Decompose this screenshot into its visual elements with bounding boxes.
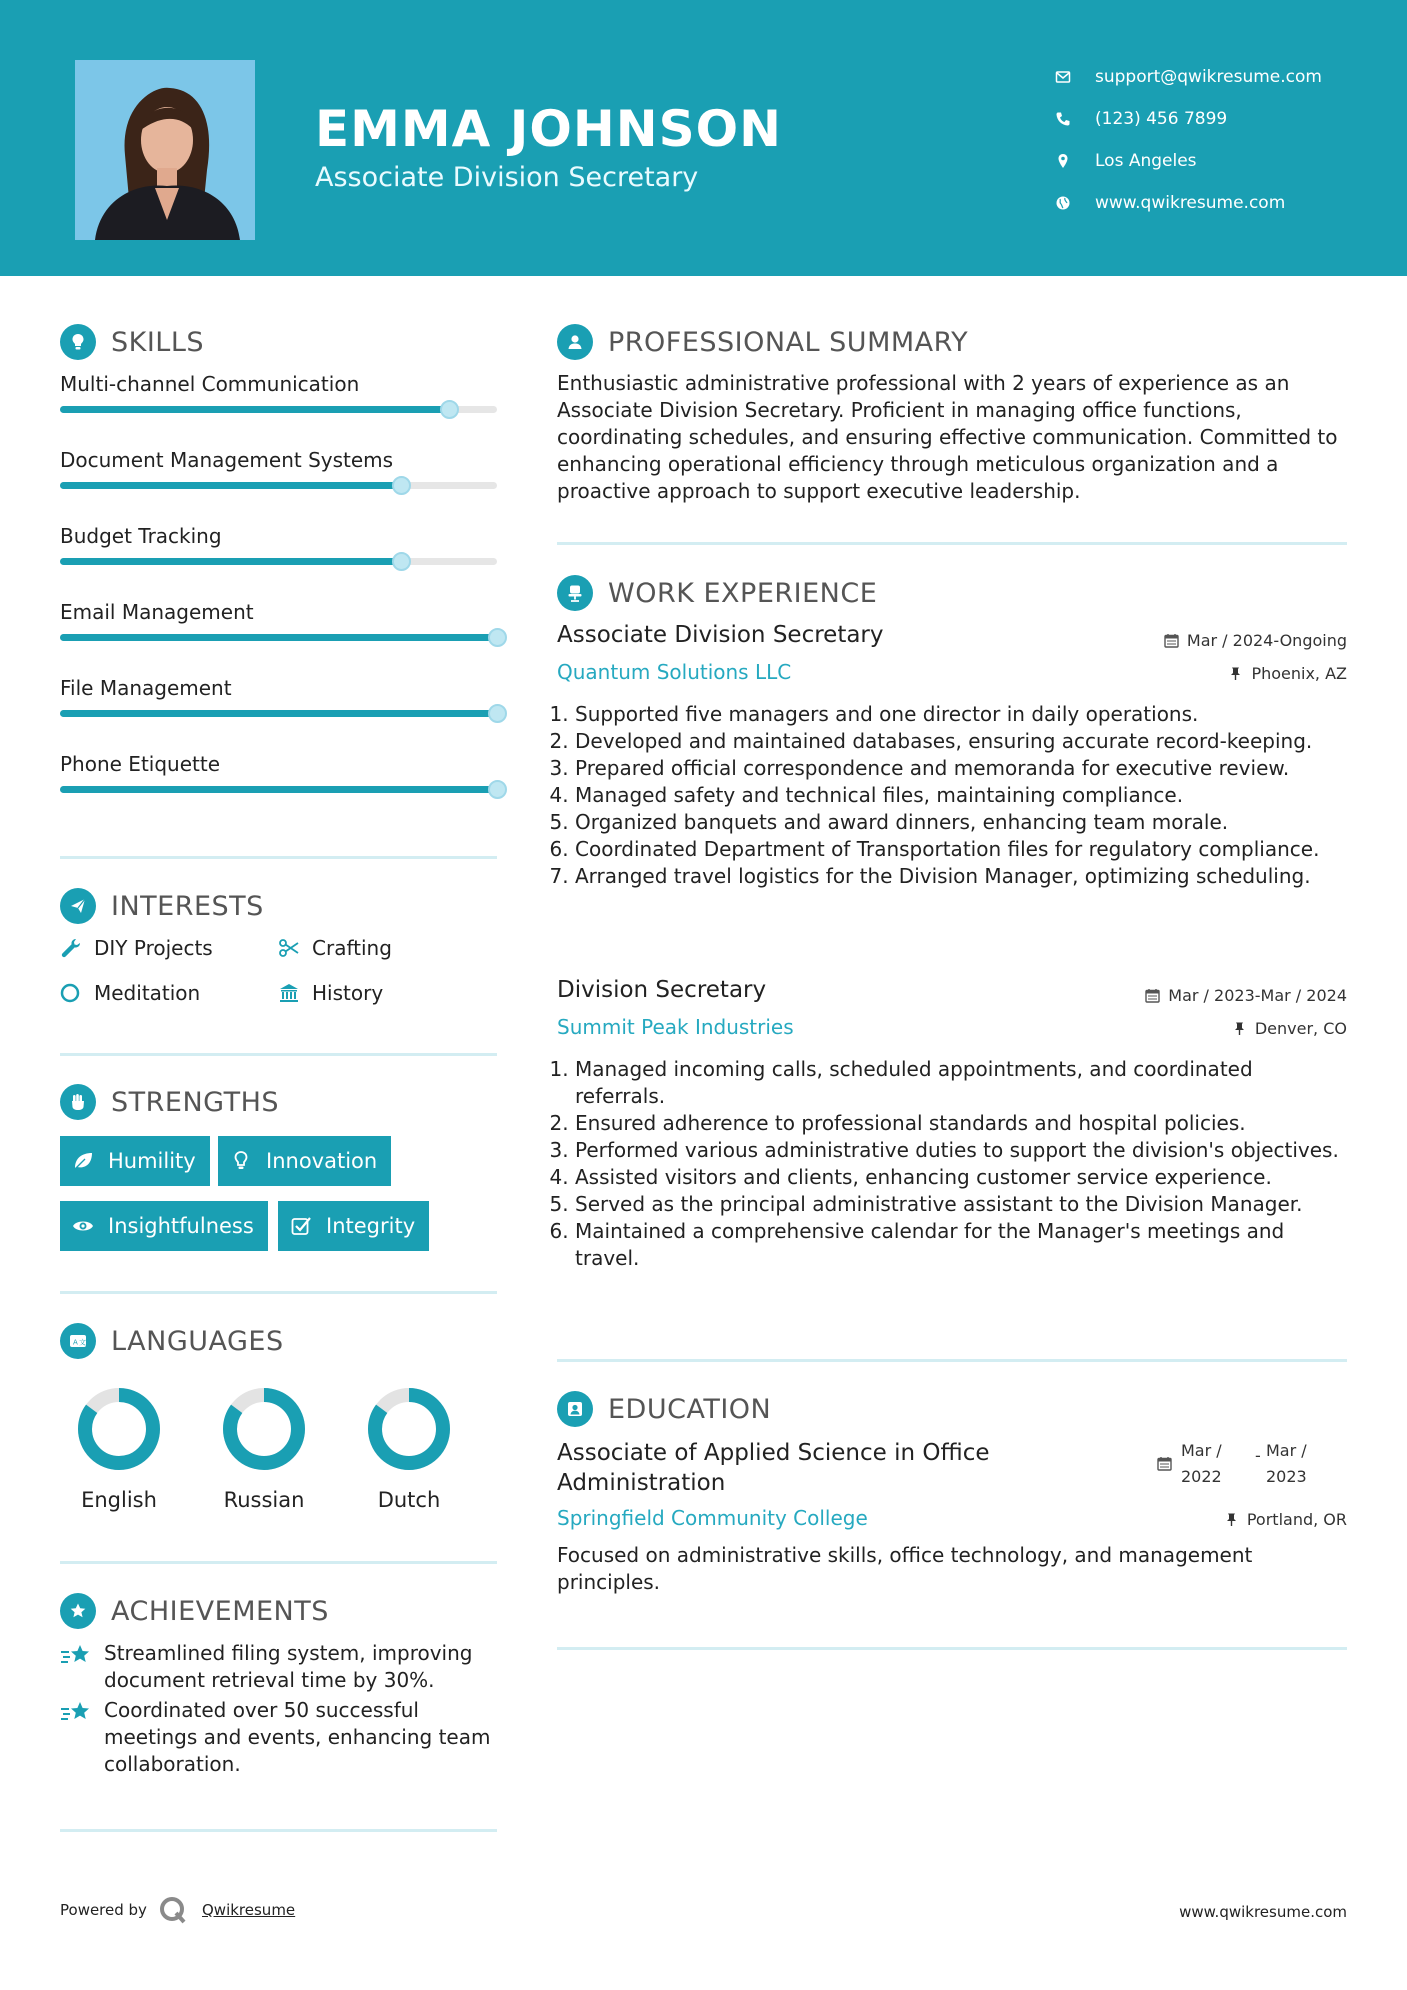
job-bullet: 7. Arranged travel logistics for the Division Manager, optimizing scheduling. — [575, 863, 1347, 890]
job-location-text: Phoenix, AZ — [1251, 664, 1347, 683]
job-bullet: 4. Assisted visitors and clients, enhancing customer service experience. — [575, 1164, 1347, 1191]
skill-level-fill — [60, 558, 401, 565]
candidate-name: EMMA JOHNSON — [315, 100, 782, 158]
skill-item — [60, 524, 497, 548]
interests-title: INTERESTS — [111, 890, 264, 922]
job-location — [1232, 1019, 1347, 1038]
pushpin-icon — [1232, 1021, 1247, 1036]
language-level-ring — [221, 1386, 307, 1472]
skill-level-handle — [488, 628, 507, 647]
skill-level-bar — [60, 482, 497, 489]
star-badge-icon — [60, 1593, 96, 1629]
education-heading — [557, 1389, 771, 1429]
strength-label: Insightfulness — [108, 1214, 254, 1238]
pushpin-icon — [1224, 1512, 1239, 1527]
interest-item — [60, 936, 213, 960]
lightbulb-icon — [60, 324, 96, 360]
achievement-item — [60, 1697, 497, 1778]
contact-phone-text: (123) 456 7899 — [1095, 109, 1228, 129]
section-divider — [60, 1291, 497, 1294]
lightbulb-icon — [230, 1150, 252, 1172]
interest-label: Crafting — [312, 936, 392, 960]
section-divider — [60, 1053, 497, 1056]
envelope-icon — [1055, 69, 1095, 85]
achievement-item — [60, 1640, 497, 1694]
skill-name: Email Management — [60, 600, 254, 624]
skill-level-bar — [60, 710, 497, 717]
education-end: Mar / 2023 — [1266, 1441, 1307, 1486]
skill-item — [60, 752, 497, 776]
calendar-icon — [1145, 988, 1160, 1003]
section-divider — [557, 1359, 1347, 1362]
wrench-icon — [60, 937, 82, 959]
fist-icon — [60, 1084, 96, 1120]
graduate-icon — [557, 1391, 593, 1427]
education-location — [1224, 1510, 1347, 1529]
profile-photo — [75, 60, 255, 240]
shooting-star-icon — [60, 1642, 94, 1672]
summary-text: Enthusiastic administrative professional with 2 years of experience as an Associate Division Secretary. Proficient in managing office functions, coordinating schedules, and ensuring effective communication. Committed to enhancing operational efficiency through meticulous organization and a proactive approach to support executive leadership. — [557, 371, 1338, 503]
school-name: Springfield Community College — [557, 1506, 868, 1530]
job-title: Associate Division Secretary — [557, 622, 884, 648]
achievements-heading — [60, 1591, 329, 1631]
skill-name: Budget Tracking — [60, 524, 222, 548]
job-title: Division Secretary — [557, 977, 767, 1003]
language-name: English — [81, 1488, 157, 1512]
skill-level-bar — [60, 558, 497, 565]
footer-url[interactable]: www.qwikresume.com — [1179, 1903, 1347, 1921]
strength-chip — [278, 1201, 429, 1251]
eye-icon — [72, 1215, 94, 1237]
interest-label: History — [312, 981, 384, 1005]
language-name: Russian — [223, 1488, 305, 1512]
contact-phone[interactable] — [1055, 98, 1322, 140]
skill-level-handle — [488, 704, 507, 723]
job-bullet: 2. Ensured adherence to professional standards and hospital policies. — [575, 1110, 1347, 1137]
interest-item — [278, 981, 383, 1005]
language-icon — [60, 1323, 96, 1359]
achievements-title: ACHIEVEMENTS — [111, 1595, 329, 1627]
achievement-text: Streamlined filing system, improving document retrieval time by 30%. — [104, 1641, 473, 1692]
check-square-icon — [290, 1215, 312, 1237]
skill-name: File Management — [60, 676, 232, 700]
section-divider — [557, 1647, 1347, 1650]
strength-label: Integrity — [326, 1214, 416, 1238]
candidate-role: Associate Division Secretary — [315, 162, 699, 193]
chair-icon — [557, 575, 593, 611]
job-dates — [1164, 631, 1347, 650]
skill-item — [60, 448, 497, 472]
language-level-ring — [366, 1386, 452, 1472]
circle-icon — [60, 982, 82, 1004]
leaf-icon — [72, 1150, 94, 1172]
skill-level-handle — [440, 400, 459, 419]
strength-chip — [60, 1201, 268, 1251]
job-bullet: 6. Maintained a comprehensive calendar for the Manager's meetings and travel. — [575, 1218, 1347, 1272]
job-dates-text: Mar / 2024-Ongoing — [1186, 631, 1347, 650]
calendar-icon — [1164, 633, 1179, 648]
powered-by-text: Powered by — [60, 1901, 147, 1919]
calendar-icon — [1157, 1456, 1172, 1471]
job-bullet: 4. Managed safety and technical files, maintaining compliance. — [575, 782, 1347, 809]
strength-chip — [218, 1136, 391, 1186]
skill-level-handle — [488, 780, 507, 799]
experience-heading — [557, 573, 877, 613]
skill-name: Document Management Systems — [60, 448, 394, 472]
language-item — [69, 1386, 169, 1512]
job-bullet: 3. Performed various administrative duties to support the division's objectives. — [575, 1137, 1347, 1164]
skill-level-bar — [60, 634, 497, 641]
contact-email-text: support@qwikresume.com — [1095, 67, 1322, 87]
skill-level-fill — [60, 710, 497, 717]
svg-text:文: 文 — [79, 1338, 86, 1347]
globe-icon — [1055, 195, 1095, 211]
achievement-text: Coordinated over 50 successful meetings and events, enhancing team collaboration. — [104, 1698, 491, 1776]
education-title: EDUCATION — [608, 1393, 772, 1425]
date-separator: - — [1255, 1446, 1261, 1465]
education-location-text: Portland, OR — [1246, 1510, 1347, 1529]
job-dates — [1145, 986, 1347, 1005]
job-bullet: 3. Prepared official correspondence and memoranda for executive review. — [575, 755, 1347, 782]
education-dates — [1157, 1438, 1347, 1494]
skill-level-handle — [392, 552, 411, 571]
job-location-text: Denver, CO — [1254, 1019, 1347, 1038]
job-bullets — [557, 701, 1347, 890]
pushpin-icon — [1228, 666, 1243, 681]
contact-location-text: Los Angeles — [1095, 151, 1197, 171]
education-start: Mar / 2022 — [1181, 1441, 1222, 1486]
skill-level-fill — [60, 482, 401, 489]
contact-website[interactable] — [1055, 182, 1322, 224]
job-bullet: 1. Supported five managers and one director in daily operations. — [575, 701, 1347, 728]
interest-label: DIY Projects — [94, 936, 213, 960]
language-level-ring — [76, 1386, 162, 1472]
job-bullet: 6. Coordinated Department of Transportation files for regulatory compliance. — [575, 836, 1347, 863]
skills-title: SKILLS — [111, 326, 205, 358]
interest-item — [278, 936, 392, 960]
portrait-image — [75, 60, 255, 240]
interests-heading — [60, 886, 264, 926]
education-description: Focused on administrative skills, office technology, and management principles. — [557, 1543, 1253, 1594]
skill-level-bar — [60, 786, 497, 793]
interest-item — [60, 981, 200, 1005]
qwikresume-logo-icon — [158, 1895, 188, 1925]
strength-label: Humility — [108, 1149, 196, 1173]
museum-icon — [278, 982, 300, 1004]
job-bullet: 2. Developed and maintained databases, ensuring accurate record-keeping. — [575, 728, 1347, 755]
degree-title: Associate of Applied Science in Office Administration — [557, 1440, 990, 1496]
paper-plane-icon — [60, 888, 96, 924]
job-bullet: 5. Organized banquets and award dinners, enhancing team morale. — [575, 809, 1347, 836]
contact-website-text: www.qwikresume.com — [1095, 193, 1286, 213]
skill-name: Phone Etiquette — [60, 752, 221, 776]
job-bullet: 5. Served as the principal administrative assistant to the Division Manager. — [575, 1191, 1347, 1218]
phone-icon — [1055, 111, 1095, 127]
summary-title: PROFESSIONAL SUMMARY — [608, 326, 969, 358]
summary-heading — [557, 322, 968, 362]
contact-list — [1055, 56, 1322, 224]
skill-level-handle — [392, 476, 411, 495]
skill-name: Multi-channel Communication — [60, 372, 360, 396]
section-divider — [60, 1561, 497, 1564]
strength-chip — [60, 1136, 210, 1186]
resume-header — [0, 0, 1407, 276]
skill-level-bar — [60, 406, 497, 413]
skill-level-fill — [60, 634, 497, 641]
svg-text:A: A — [73, 1338, 78, 1347]
section-divider — [557, 542, 1347, 545]
skill-level-fill — [60, 786, 497, 793]
section-divider — [60, 856, 497, 859]
shooting-star-icon — [60, 1699, 94, 1729]
job-bullets — [557, 1056, 1347, 1272]
languages-heading — [60, 1321, 284, 1361]
skill-item — [60, 676, 497, 700]
section-divider — [60, 1829, 497, 1832]
job-bullet: 1. Managed incoming calls, scheduled appointments, and coordinated referrals. — [575, 1056, 1347, 1110]
contact-email[interactable] — [1055, 56, 1322, 98]
strength-label: Innovation — [266, 1149, 378, 1173]
brand-link[interactable]: Qwikresume — [202, 1901, 296, 1919]
language-item — [359, 1386, 459, 1512]
user-icon — [557, 324, 593, 360]
strengths-title: STRENGTHS — [111, 1086, 280, 1118]
skills-heading — [60, 322, 204, 362]
skill-item — [60, 600, 497, 624]
interest-label: Meditation — [94, 981, 201, 1005]
job-company: Summit Peak Industries — [557, 1015, 794, 1039]
language-name: Dutch — [377, 1488, 441, 1512]
contact-location — [1055, 140, 1322, 182]
strengths-heading — [60, 1082, 279, 1122]
skill-level-fill — [60, 406, 449, 413]
language-item — [214, 1386, 314, 1512]
job-dates-text: Mar / 2023-Mar / 2024 — [1168, 986, 1347, 1005]
scissors-icon — [278, 937, 300, 959]
job-company: Quantum Solutions LLC — [557, 660, 792, 684]
languages-title: LANGUAGES — [111, 1325, 284, 1357]
job-location — [1228, 664, 1347, 683]
experience-title: WORK EXPERIENCE — [608, 577, 878, 609]
skill-item — [60, 372, 497, 396]
map-pin-icon — [1055, 153, 1095, 169]
